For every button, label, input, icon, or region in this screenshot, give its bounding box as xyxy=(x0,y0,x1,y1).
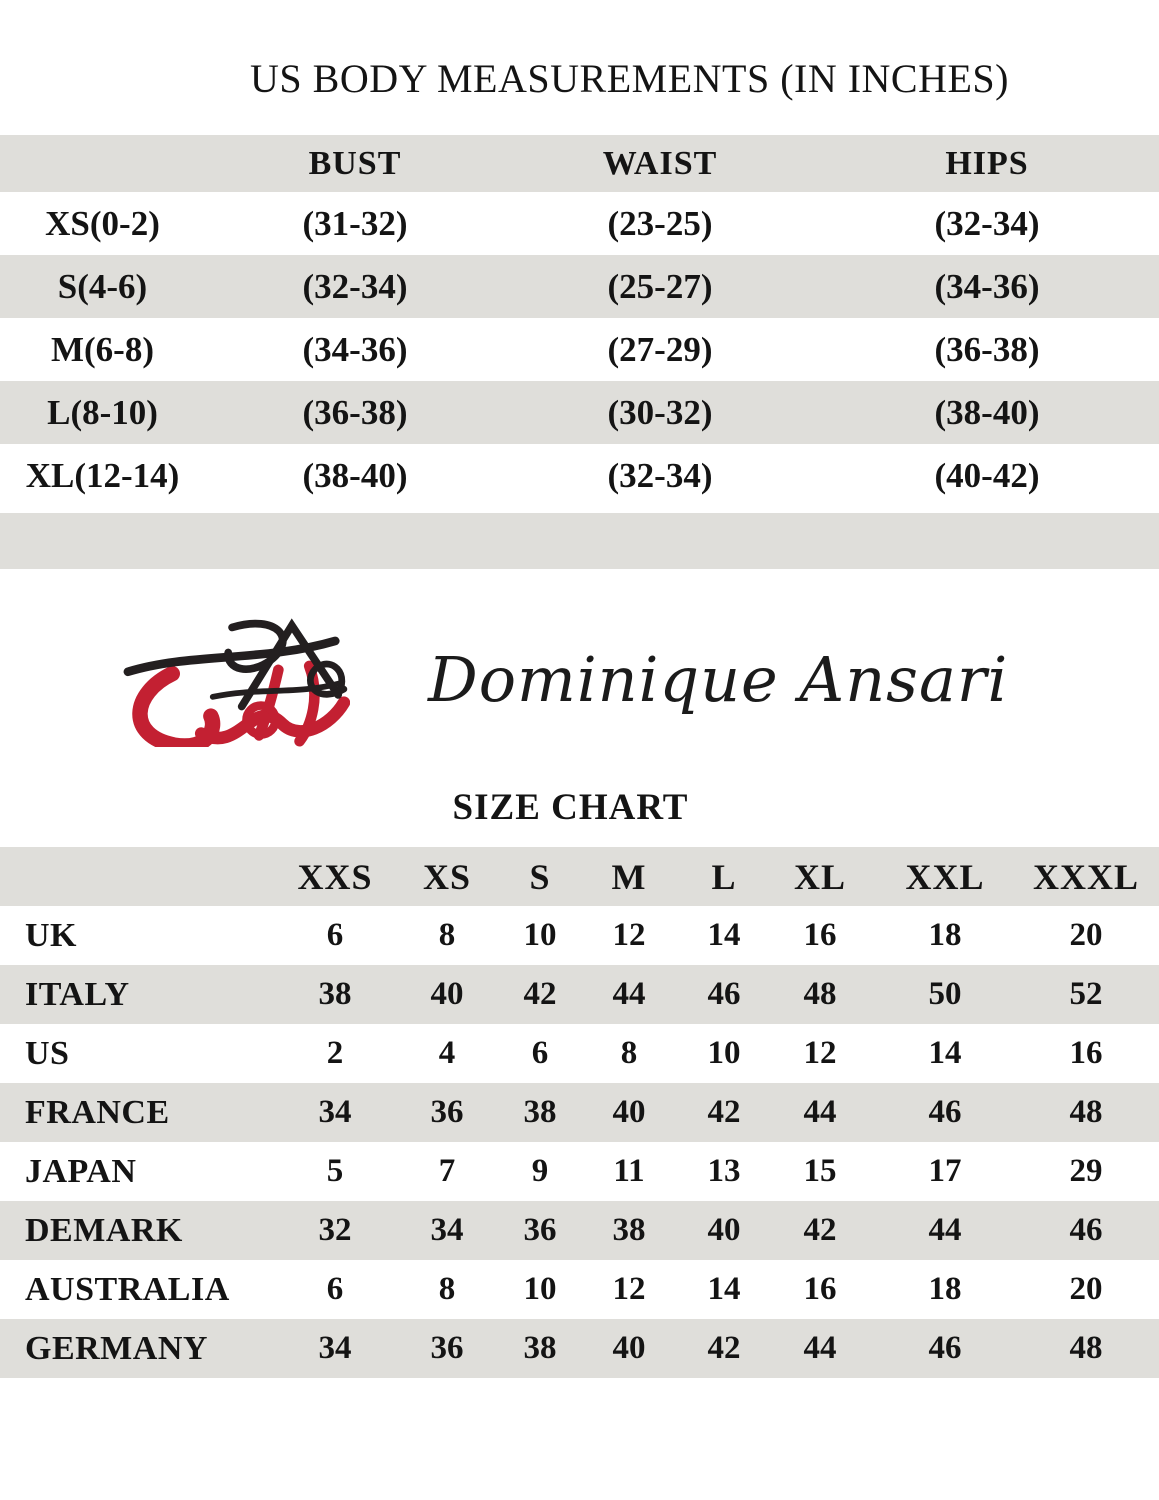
size-value: 16 xyxy=(803,917,837,953)
size-value: 6 xyxy=(326,917,344,953)
brand-header xyxy=(0,612,1159,747)
size-value: 34 xyxy=(318,1094,352,1130)
size-label: XS(0-2) xyxy=(45,203,160,243)
table-row-demark xyxy=(0,1201,1159,1260)
waist-value: (25-27) xyxy=(607,266,713,306)
size-value: 46 xyxy=(928,1094,962,1130)
size-value: 29 xyxy=(1069,1153,1103,1189)
hips-value: (38-40) xyxy=(934,392,1040,432)
size-value: 8 xyxy=(438,917,456,953)
size-value: 6 xyxy=(326,1271,344,1307)
waist-value: (32-34) xyxy=(607,455,713,495)
column-header-s: S xyxy=(529,856,551,897)
size-chart-header-row xyxy=(0,847,1159,906)
size-value: 14 xyxy=(707,1271,741,1307)
measurements-header-row xyxy=(0,135,1159,192)
table-row xyxy=(0,255,1159,318)
size-value: 8 xyxy=(620,1035,638,1071)
size-chart-table xyxy=(0,847,1159,1378)
size-chart-title: SIZE CHART xyxy=(452,787,689,828)
size-value: 44 xyxy=(803,1330,837,1366)
country-label: DEMARK xyxy=(25,1211,183,1249)
size-value: 12 xyxy=(612,917,646,953)
column-header-l: L xyxy=(711,856,737,897)
size-value: 36 xyxy=(430,1330,464,1366)
size-value: 2 xyxy=(326,1035,344,1071)
bust-value: (34-36) xyxy=(302,329,408,369)
table-row xyxy=(0,381,1159,444)
size-value: 40 xyxy=(707,1212,741,1248)
size-value: 10 xyxy=(523,1271,557,1307)
size-value: 12 xyxy=(612,1271,646,1307)
size-value: 52 xyxy=(1069,976,1103,1012)
waist-value: (23-25) xyxy=(607,203,713,243)
size-value: 36 xyxy=(430,1094,464,1130)
size-value: 42 xyxy=(707,1330,741,1366)
bust-value: (32-34) xyxy=(302,266,408,306)
waist-value: (27-29) xyxy=(607,329,713,369)
size-value: 12 xyxy=(803,1035,837,1071)
size-value: 36 xyxy=(523,1212,557,1248)
brand-name: Dominique Ansari xyxy=(428,643,1009,716)
size-value: 16 xyxy=(803,1271,837,1307)
size-value: 38 xyxy=(523,1330,557,1366)
waist-value: (30-32) xyxy=(607,392,713,432)
size-value: 6 xyxy=(531,1035,549,1071)
hips-value: (36-38) xyxy=(934,329,1040,369)
size-value: 48 xyxy=(1069,1094,1103,1130)
size-value: 9 xyxy=(531,1153,549,1189)
size-value: 15 xyxy=(803,1153,837,1189)
table-row-us xyxy=(0,1024,1159,1083)
country-label: GERMANY xyxy=(25,1329,208,1367)
country-label: AUSTRALIA xyxy=(25,1270,230,1308)
size-value: 14 xyxy=(707,917,741,953)
column-header-xxs: XXS xyxy=(297,856,373,897)
hips-value: (32-34) xyxy=(934,203,1040,243)
size-value: 20 xyxy=(1069,917,1103,953)
size-label: XL(12-14) xyxy=(25,455,180,495)
size-value: 38 xyxy=(612,1212,646,1248)
table-row-italy xyxy=(0,965,1159,1024)
country-label: ITALY xyxy=(25,975,130,1013)
size-value: 38 xyxy=(318,976,352,1012)
country-label: JAPAN xyxy=(25,1152,137,1190)
size-value: 34 xyxy=(430,1212,464,1248)
size-value: 32 xyxy=(318,1212,352,1248)
table-row-france xyxy=(0,1083,1159,1142)
size-value: 40 xyxy=(612,1094,646,1130)
column-header-m: M xyxy=(611,856,647,897)
size-value: 44 xyxy=(928,1212,962,1248)
table-row-japan xyxy=(0,1142,1159,1201)
size-value: 40 xyxy=(612,1330,646,1366)
size-value: 44 xyxy=(612,976,646,1012)
table-row xyxy=(0,192,1159,255)
size-value: 34 xyxy=(318,1330,352,1366)
size-value: 42 xyxy=(523,976,557,1012)
size-value: 46 xyxy=(707,976,741,1012)
column-header-hips: HIPS xyxy=(945,144,1029,182)
column-header-xxl: XXL xyxy=(905,856,985,897)
size-value: 13 xyxy=(707,1153,741,1189)
table-row-germany xyxy=(0,1319,1159,1378)
size-value: 46 xyxy=(928,1330,962,1366)
bust-value: (38-40) xyxy=(302,455,408,495)
size-value: 46 xyxy=(1069,1212,1103,1248)
table-row-uk xyxy=(0,906,1159,965)
size-value: 42 xyxy=(707,1094,741,1130)
size-label: S(4-6) xyxy=(57,266,148,306)
column-header-waist: WAIST xyxy=(602,144,718,182)
size-value: 5 xyxy=(326,1153,344,1189)
size-label: L(8-10) xyxy=(47,392,158,432)
measurements-table xyxy=(0,135,1159,507)
hips-value: (34-36) xyxy=(934,266,1040,306)
bust-value: (36-38) xyxy=(302,392,408,432)
size-value: 10 xyxy=(523,917,557,953)
column-header-xl: XL xyxy=(793,856,846,897)
table-row xyxy=(0,444,1159,507)
table-row xyxy=(0,318,1159,381)
column-header-xs: XS xyxy=(422,856,472,897)
size-value: 4 xyxy=(438,1035,456,1071)
size-value: 16 xyxy=(1069,1035,1103,1071)
size-value: 48 xyxy=(1069,1330,1103,1366)
brand-logo-icon xyxy=(118,612,350,747)
size-value: 20 xyxy=(1069,1271,1103,1307)
hips-value: (40-42) xyxy=(934,455,1040,495)
size-value: 44 xyxy=(803,1094,837,1130)
size-value: 10 xyxy=(707,1035,741,1071)
size-value: 40 xyxy=(430,976,464,1012)
column-header-xxxl: XXXL xyxy=(1032,856,1139,897)
table-row-australia xyxy=(0,1260,1159,1319)
size-value: 7 xyxy=(438,1153,456,1189)
size-label: M(6-8) xyxy=(50,329,154,369)
column-header-bust: BUST xyxy=(308,144,402,182)
size-value: 11 xyxy=(613,1153,645,1189)
size-value: 50 xyxy=(928,976,962,1012)
divider-band xyxy=(0,513,1159,569)
size-value: 8 xyxy=(438,1271,456,1307)
country-label: US xyxy=(25,1034,70,1072)
size-value: 38 xyxy=(523,1094,557,1130)
size-value: 48 xyxy=(803,976,837,1012)
bust-value: (31-32) xyxy=(302,203,408,243)
size-value: 17 xyxy=(928,1153,962,1189)
size-value: 18 xyxy=(928,1271,962,1307)
size-value: 18 xyxy=(928,917,962,953)
size-value: 14 xyxy=(928,1035,962,1071)
size-value: 42 xyxy=(803,1212,837,1248)
measurements-title: US BODY MEASUREMENTS (IN INCHES) xyxy=(250,56,1009,101)
country-label: UK xyxy=(25,916,77,954)
country-label: FRANCE xyxy=(25,1093,170,1131)
